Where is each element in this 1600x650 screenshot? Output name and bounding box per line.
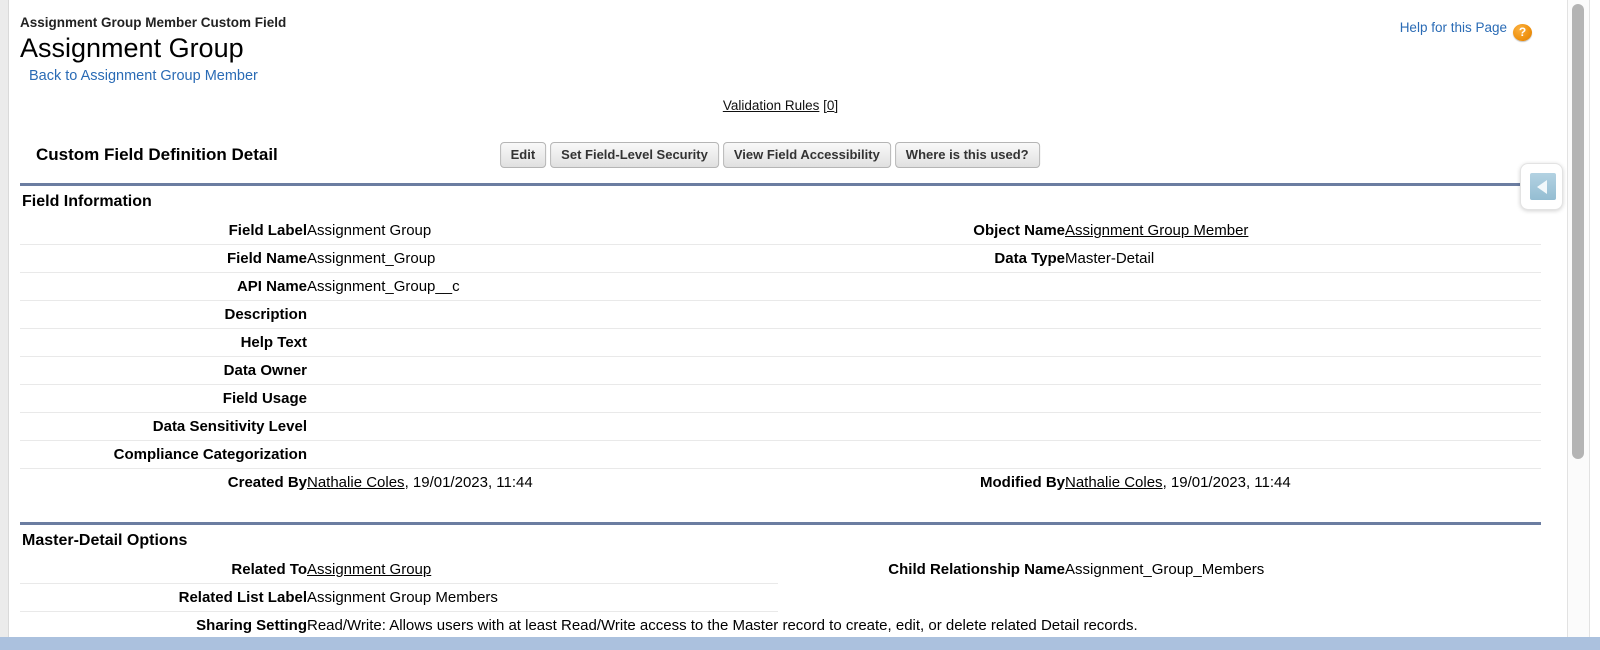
left-triangle-icon — [1537, 180, 1547, 194]
table-row — [20, 612, 1541, 640]
table-row — [20, 441, 1541, 469]
field-value — [307, 413, 778, 441]
field-value — [307, 469, 778, 497]
field-value — [1065, 385, 1541, 413]
field-label: Related List Label — [20, 584, 307, 612]
field-label — [778, 385, 1065, 413]
field-label — [778, 301, 1065, 329]
table-row — [20, 413, 1541, 441]
table-row — [20, 273, 1541, 301]
table-row — [20, 469, 1541, 497]
field-label: Field Label — [20, 217, 307, 245]
field-label: Object Name — [778, 217, 1065, 245]
field-label — [778, 441, 1065, 469]
field-value — [307, 556, 778, 584]
field-value-text: Read/Write: Allows users with at least Read/Write access to the Master record to create, edit, or delete related Detail records. — [307, 617, 1138, 634]
field-value-text: Assignment_Group_Members — [1065, 561, 1265, 579]
detail-header-bar — [20, 142, 1541, 171]
help-for-this-page — [1400, 20, 1532, 41]
field-label — [778, 413, 1065, 441]
field-value — [1065, 301, 1541, 329]
vertical-scrollbar[interactable] — [1567, 0, 1590, 650]
table-row — [20, 385, 1541, 413]
help-link[interactable]: Help for this Page — [1399, 20, 1507, 35]
validation-rules-row — [20, 98, 1541, 113]
collapsed-left-sidebar-rail — [0, 0, 9, 650]
field-value — [307, 245, 778, 273]
field-information-section-title: Field Information — [22, 193, 152, 210]
validation-rules-bracket-open: [ — [819, 98, 827, 113]
field-label: Created By — [227, 474, 307, 491]
field-value-text: , 19/01/2023, 11:44 — [404, 474, 533, 491]
where-is-this-used-button[interactable]: Where is this used? — [895, 142, 1040, 168]
validation-rules-link[interactable]: Validation Rules — [722, 98, 820, 113]
page-title: Assignment Group — [20, 33, 244, 63]
field-label: Data Sensitivity Level — [20, 413, 307, 441]
field-value — [307, 612, 1541, 640]
field-value — [1065, 469, 1541, 497]
table-row — [20, 245, 1541, 273]
record-link[interactable]: Assignment Group Member — [1065, 222, 1249, 239]
field-value — [1065, 245, 1541, 273]
field-label — [778, 329, 1065, 357]
field-value — [307, 441, 778, 469]
field-label: Modified By — [980, 474, 1065, 491]
field-value — [307, 329, 778, 357]
field-value — [307, 357, 778, 385]
field-label — [778, 273, 1065, 301]
main-content — [20, 0, 1541, 640]
table-row — [20, 301, 1541, 329]
bottom-section-bar — [0, 637, 1600, 650]
collapse-arrow-icon — [1530, 173, 1556, 200]
field-value — [307, 584, 778, 612]
field-label — [778, 584, 1065, 612]
master-detail-options-table — [20, 556, 1541, 640]
field-label: Child Relationship Name — [888, 561, 1065, 579]
table-row — [20, 217, 1541, 245]
field-label: Field Usage — [20, 385, 307, 413]
detail-sections — [20, 183, 1541, 640]
sidebar-collapse-tab[interactable] — [1520, 163, 1563, 210]
table-row — [20, 357, 1541, 385]
detail-button-row — [498, 142, 1042, 168]
record-link[interactable]: Nathalie Coles — [1065, 474, 1163, 491]
field-label: Description — [20, 301, 307, 329]
field-label: Sharing Setting — [20, 612, 307, 640]
field-value — [307, 385, 778, 413]
field-label: Compliance Categorization — [20, 441, 307, 469]
record-link[interactable]: Nathalie Coles — [307, 474, 405, 491]
table-row — [20, 329, 1541, 357]
help-question-icon[interactable]: ? — [1513, 24, 1532, 41]
scrollbar-thumb[interactable] — [1572, 4, 1584, 459]
field-value — [1065, 413, 1541, 441]
validation-rules-bracket-close: ] — [834, 98, 839, 113]
field-value — [1065, 217, 1541, 245]
section-separator-bar — [20, 522, 1541, 525]
set-field-level-security-button[interactable]: Set Field-Level Security — [550, 142, 719, 168]
field-value-text: Assignment Group — [307, 222, 432, 239]
table-row — [20, 584, 1541, 612]
master-detail-options-section-title: Master-Detail Options — [22, 532, 188, 549]
field-label — [778, 357, 1065, 385]
field-value — [1065, 556, 1541, 584]
edit-button[interactable]: Edit — [500, 142, 547, 168]
field-value — [307, 217, 778, 245]
detail-section-title: Custom Field Definition Detail — [36, 145, 278, 164]
field-value — [1065, 329, 1541, 357]
field-value-text: Assignment_Group__c — [307, 278, 460, 295]
field-value-text: Assignment_Group — [307, 250, 436, 267]
field-label: Data Owner — [20, 357, 307, 385]
view-field-accessibility-button[interactable]: View Field Accessibility — [723, 142, 891, 168]
field-value-text: , 19/01/2023, 11:44 — [1162, 474, 1291, 491]
field-value — [1065, 441, 1541, 469]
validation-rules-count-link[interactable]: 0 — [826, 98, 835, 113]
section-separator-bar — [20, 183, 1541, 186]
back-link[interactable]: Back to Assignment Group Member — [29, 68, 258, 84]
table-row — [20, 556, 1541, 584]
field-information-table — [20, 217, 1541, 496]
field-value — [307, 273, 778, 301]
field-value-text: Master-Detail — [1065, 250, 1155, 267]
field-label: API Name — [20, 273, 307, 301]
field-value — [1065, 584, 1541, 612]
field-value — [1065, 357, 1541, 385]
record-link[interactable]: Assignment Group — [307, 561, 432, 578]
field-label: Data Type — [778, 245, 1065, 273]
field-label: Related To — [20, 556, 307, 584]
field-label: Field Name — [20, 245, 307, 273]
field-label: Help Text — [20, 329, 307, 357]
field-value — [1065, 273, 1541, 301]
object-context-label: Assignment Group Member Custom Field — [20, 15, 287, 30]
field-value — [307, 301, 778, 329]
field-value-text: Assignment Group Members — [307, 589, 498, 606]
